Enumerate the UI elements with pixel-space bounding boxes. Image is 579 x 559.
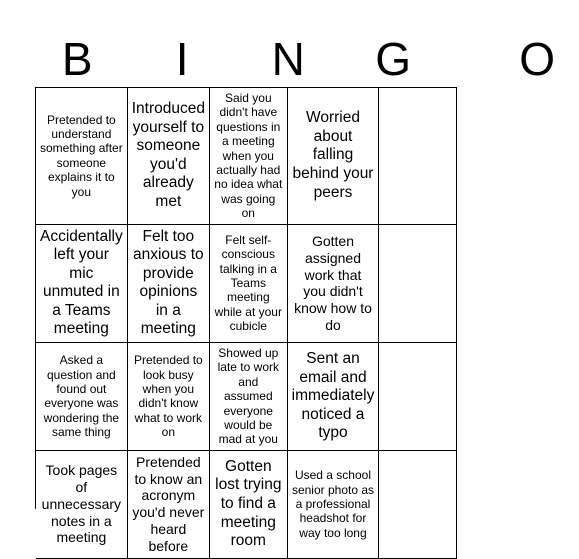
cell-text: Sent an email and immediately noticed a typo: [291, 349, 375, 442]
bingo-cell[interactable]: [379, 343, 457, 451]
bingo-cell[interactable]: [36, 225, 128, 344]
cell-text: Pretended to know an acronym you'd never heard before: [132, 453, 205, 554]
bingo-cell[interactable]: [379, 88, 457, 225]
bingo-cell[interactable]: [210, 451, 288, 559]
header-letter-g: G: [375, 33, 412, 85]
header-letter-n: N: [271, 33, 305, 85]
bingo-cell[interactable]: [210, 88, 288, 225]
bingo-cell[interactable]: [128, 88, 210, 225]
bingo-cell[interactable]: [128, 343, 210, 451]
bingo-cell[interactable]: [288, 451, 380, 559]
cell-text: Felt too anxious to provide opinions in a meeting: [133, 227, 204, 338]
bingo-cell[interactable]: [128, 225, 210, 344]
bingo-cell[interactable]: [36, 88, 128, 225]
cell-text: Asked a question and found out everyone was wondering the same thing: [43, 353, 120, 440]
bingo-cell[interactable]: [36, 343, 128, 451]
cell-text: Introduced yourself to someone you'd already met: [131, 99, 205, 210]
header-letter-o: O: [519, 33, 556, 85]
bingo-grid: [35, 87, 457, 554]
bingo-cell[interactable]: [210, 343, 288, 451]
bingo-cell[interactable]: [288, 88, 380, 225]
cell-text: Took pages of unnecessary notes in a meeting: [41, 462, 122, 546]
bingo-cell[interactable]: [288, 225, 380, 344]
header-letter-i: I: [175, 33, 189, 85]
cell-text: Gotten assigned work that you didn't know how to do: [294, 232, 372, 333]
header-letter-b: B: [61, 33, 93, 85]
cell-text: Used a school senior photo as a professional headshot for way too long: [291, 468, 375, 540]
bingo-cell[interactable]: [379, 225, 457, 344]
cell-text: Showed up late to work and assumed everyone would be mad at you: [217, 346, 279, 447]
cell-text: Pretended to look busy when you didn't know what to work on: [133, 353, 203, 440]
bingo-cell[interactable]: [210, 225, 288, 344]
bingo-cell[interactable]: [288, 343, 380, 451]
bingo-cell[interactable]: [379, 451, 457, 559]
cell-text: Pretended to understand something after someone explains it to you: [40, 112, 123, 199]
cell-text: Accidentally left your mic unmuted in a Teams meeting: [40, 227, 123, 338]
bingo-cell[interactable]: [36, 451, 128, 559]
cell-text: Gotten lost trying to find a meeting room: [215, 457, 282, 550]
bingo-cell[interactable]: [128, 451, 210, 559]
cell-text: Felt self-conscious talking in a Teams meeting while at your cubicle: [214, 232, 282, 334]
cell-text: Worried about falling behind your peers: [292, 109, 374, 201]
bingo-header: [35, 30, 556, 88]
cell-text: Said you didn't have questions in a meeting when you actually had no idea what was going on: [214, 91, 283, 221]
